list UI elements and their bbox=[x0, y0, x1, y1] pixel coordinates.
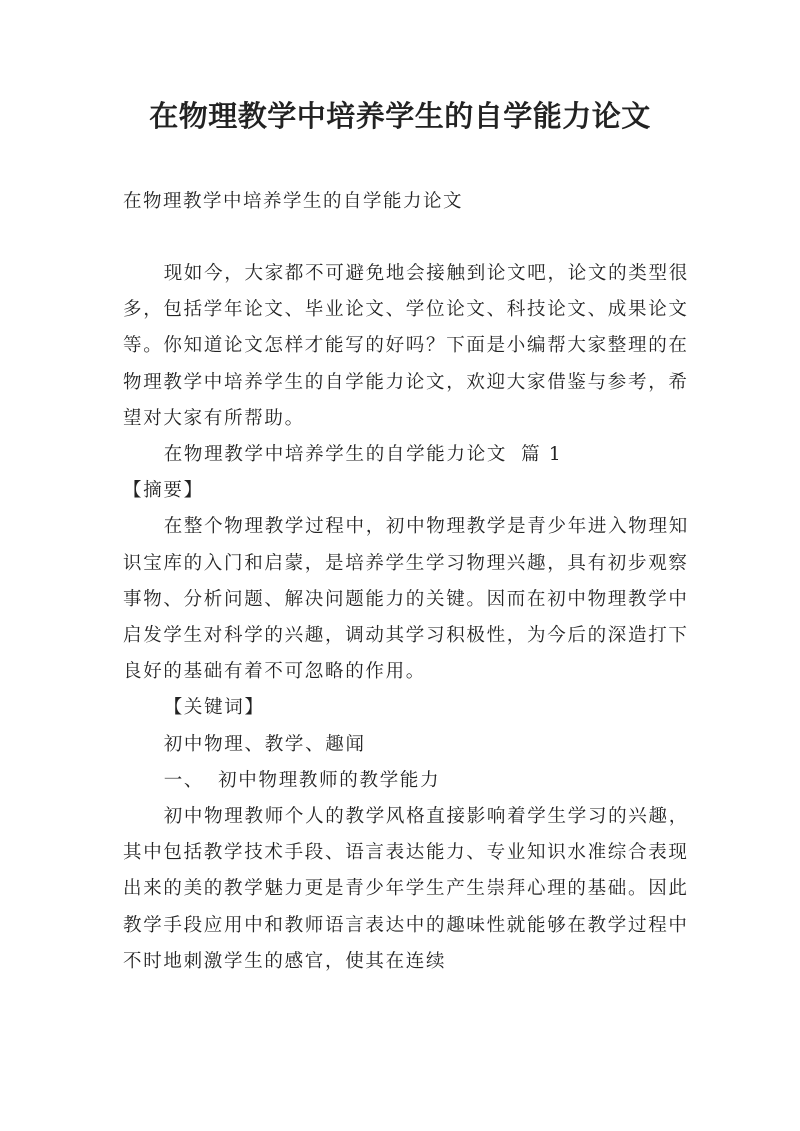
document-body bbox=[123, 256, 695, 980]
part-label: 篇 1 bbox=[521, 444, 563, 466]
section-number: 一、 bbox=[163, 769, 205, 791]
document-title: 在物理教学中培养学生的自学能力论文 bbox=[149, 99, 651, 133]
abstract-paragraph: 在整个物理教学过程中，初中物理教学是青少年进入物理知识宝库的入门和启蒙，是培养学生学习物理兴趣，具有初步观察事物、分析问题、解决问题能力的关键。因而在初中物理教学中启发学生对科学的兴趣，调动其学习积极性，为今后的深造打下良好的基础有着不可忽略的作用。 bbox=[123, 516, 689, 683]
abstract-label: 【摘要】 bbox=[123, 480, 204, 502]
intro-paragraph: 现如今，大家都不可避免地会接触到论文吧，论文的类型很多，包括学年论文、毕业论文、学位论文、科技论文、成果论文等。你知道论文怎样才能写的好吗？下面是小编帮大家整理的在物理教学中培养学生的自学能力论文，欢迎大家借鉴与参考，希望对大家有所帮助。 bbox=[123, 263, 689, 429]
section-heading bbox=[123, 763, 695, 799]
keywords-label: 【关键词】 bbox=[163, 697, 265, 719]
section-paragraph: 初中物理教师个人的教学风格直接影响着学生学习的兴趣，其中包括教学技术手段、语言表达能力、专业知识水准综合表现出来的美的教学魅力更是青少年学生产生崇拜心理的基础。因此教学手段应用中和教师语言表达中的趣味性就能够在教学过程中不时地刺激学生的感官，使其在连续 bbox=[123, 806, 689, 972]
part-heading-text: 在物理教学中培养学生的自学能力论文 bbox=[163, 444, 508, 466]
part-heading bbox=[123, 437, 695, 509]
keywords: 初中物理、教学、趣闻 bbox=[163, 733, 366, 755]
section-title: 初中物理教师的教学能力 bbox=[218, 769, 441, 791]
document-subtitle: 在物理教学中培养学生的自学能力论文 bbox=[123, 191, 464, 212]
